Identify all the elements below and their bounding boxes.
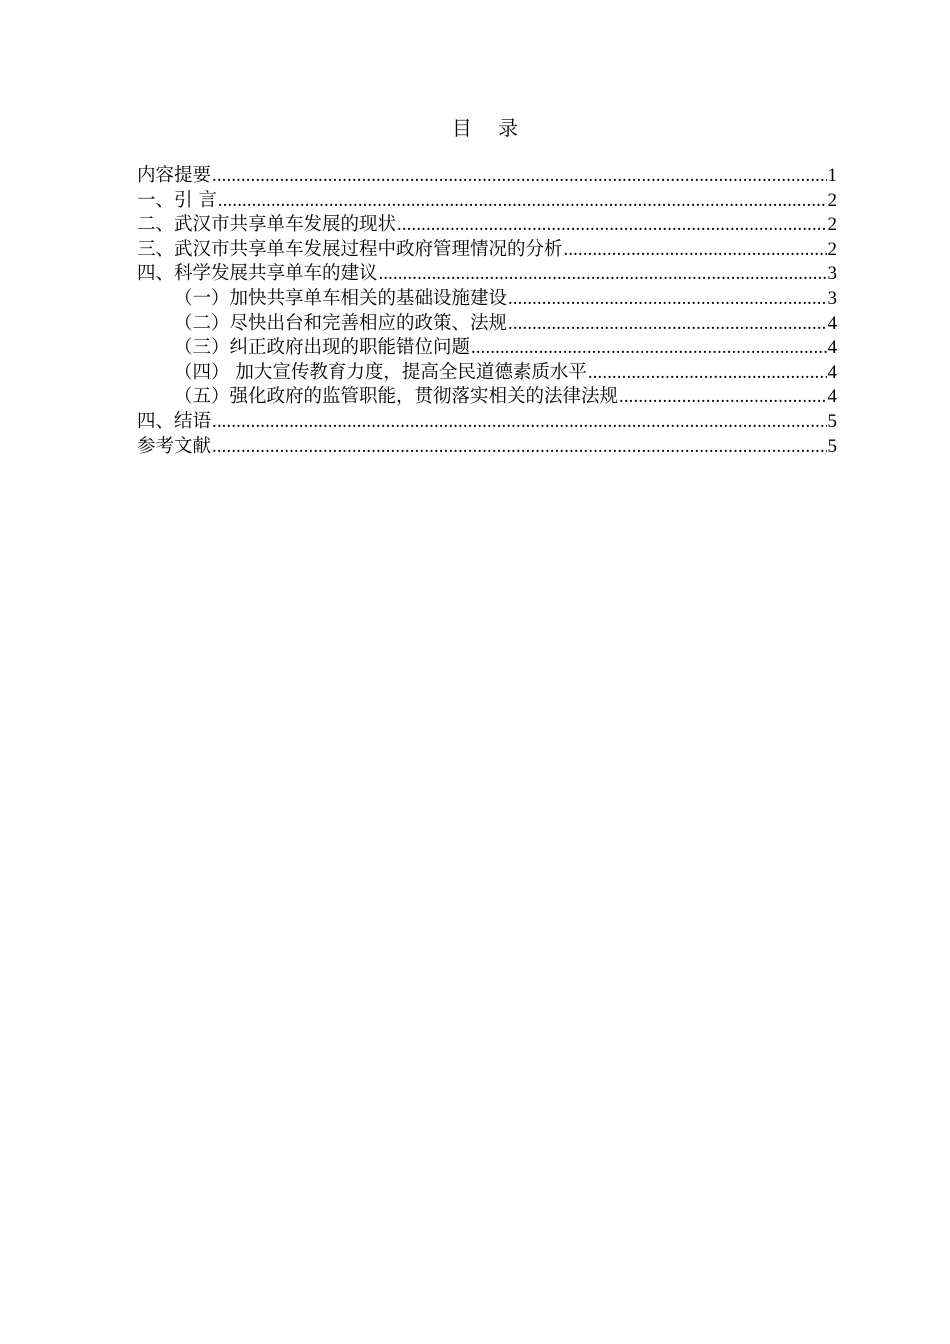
toc-entry-text: 二、武汉市共享单车发展的现状 [137, 214, 397, 236]
toc-entry-text: 四、结语 [137, 410, 212, 432]
toc-subentry-2[interactable] [137, 312, 837, 337]
toc-page-number: 4 [827, 312, 837, 334]
dot-leader [619, 385, 826, 410]
toc-page-number: 3 [827, 263, 837, 285]
dot-leader [471, 336, 826, 361]
toc-entry-suggestions[interactable] [137, 262, 837, 287]
toc-entry-summary[interactable] [137, 164, 837, 189]
toc-entry-conclusion[interactable] [137, 410, 837, 435]
toc-entry-text: 四、科学发展共享单车的建议 [137, 263, 378, 285]
toc-entry-current-status[interactable] [137, 213, 837, 238]
toc-subentry-1[interactable] [137, 287, 837, 312]
toc-entry-text: （一）加快共享单车相关的基础设施建设 [174, 287, 508, 309]
toc-entry-text: 一、引 言 [137, 189, 217, 211]
dot-leader [379, 262, 827, 287]
toc-page-number: 2 [827, 189, 837, 211]
toc-entry-text: （三）纠正政府出现的职能错位问题 [174, 337, 471, 359]
toc-entry-government-analysis[interactable] [137, 238, 837, 263]
toc-page-number: 1 [827, 165, 837, 186]
toc-entry-text: 内容提要 [137, 165, 212, 186]
toc-entry-text: （四） 加大宣传教育力度，提高全民道德素质水平 [174, 361, 587, 383]
toc-entry-introduction[interactable] [137, 189, 837, 214]
dot-leader [508, 287, 826, 312]
table-of-contents [137, 164, 837, 459]
toc-entry-text: （二）尽快出台和完善相应的政策、法规 [174, 312, 508, 334]
dot-leader [508, 312, 826, 337]
toc-subentry-4[interactable] [137, 361, 837, 386]
dot-leader [588, 361, 827, 386]
toc-entry-text: （五）强化政府的监管职能，贯彻落实相关的法律法规 [174, 386, 619, 408]
toc-page-number: 3 [827, 287, 837, 309]
toc-entry-text: 三、武汉市共享单车发展过程中政府管理情况的分析 [137, 238, 563, 260]
dot-leader [212, 435, 826, 460]
dot-leader [212, 164, 826, 189]
toc-page-number: 4 [827, 361, 837, 383]
toc-entry-text: 参考文献 [137, 435, 212, 457]
toc-page-number: 5 [827, 410, 837, 432]
toc-page-number: 5 [827, 435, 837, 457]
toc-page-number: 2 [827, 238, 837, 260]
toc-entry-references[interactable] [137, 435, 837, 460]
dot-leader [218, 189, 827, 214]
toc-subentry-3[interactable] [137, 336, 837, 361]
toc-page-number: 2 [827, 214, 837, 236]
toc-page-number: 4 [827, 337, 837, 359]
toc-title: 目 录 [451, 116, 529, 140]
dot-leader [212, 410, 826, 435]
dot-leader [397, 213, 826, 238]
toc-page-number: 4 [827, 386, 837, 408]
dot-leader [564, 238, 827, 263]
toc-subentry-5[interactable] [137, 385, 837, 410]
